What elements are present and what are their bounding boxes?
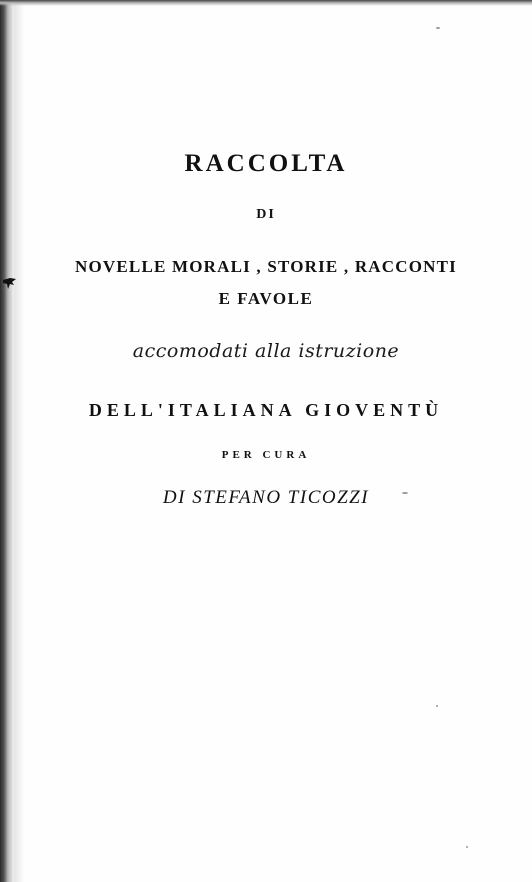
ink-blot-mark [2,276,20,290]
subtitle-line-2: E FAVOLE [218,289,314,308]
binding-shadow [14,0,24,882]
binding-edge [0,0,14,882]
editor-credit-label: PER CURA [221,449,311,461]
dedication-line: accomodati alla istruzione [132,340,400,362]
audience-line: DELL'ITALIANA GIOVENTÙ [88,400,444,420]
paper-speck [436,27,440,29]
subtitle-line-1: NOVELLE MORALI , STORIE , RACCONTI [75,257,457,276]
author-name: DI STEFANO TICOZZI [162,487,370,508]
paper-speck [436,705,438,707]
title-connector: DI [256,207,276,222]
top-page-edge [0,0,532,6]
book-title: RACCOLTA [184,150,348,177]
paper-speck [466,846,468,848]
